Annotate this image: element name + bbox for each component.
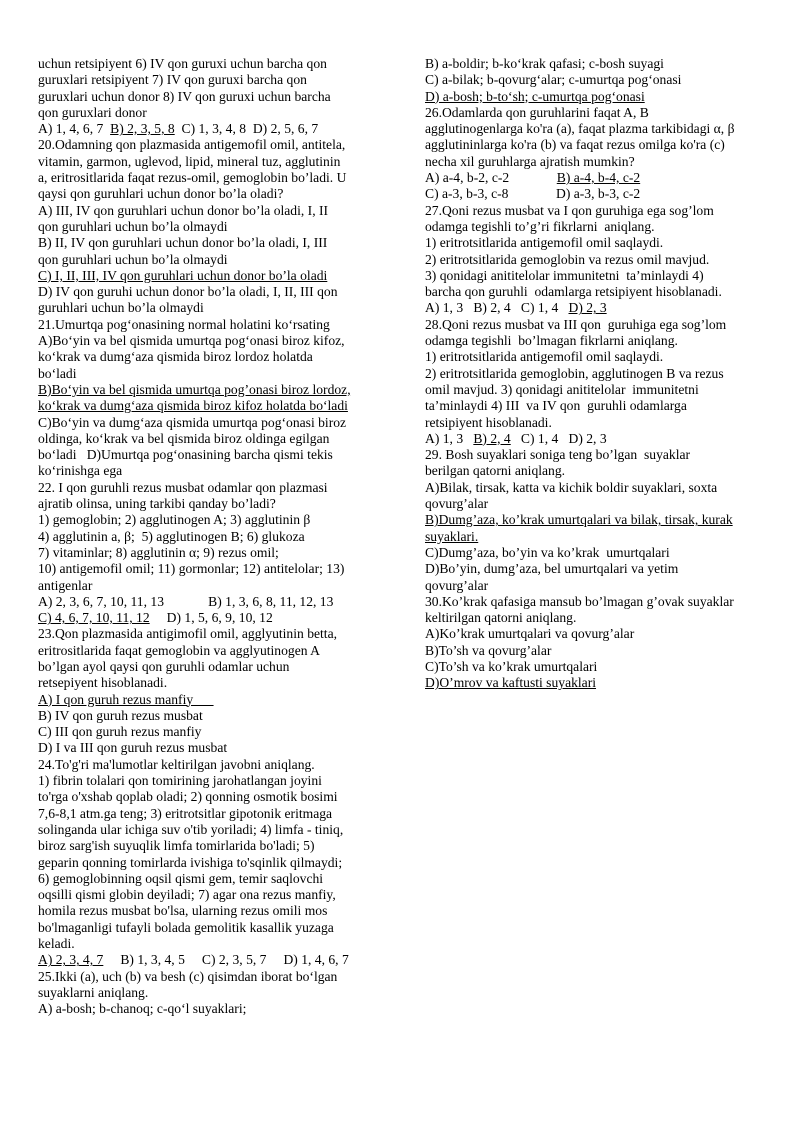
text-run: agglutininlarga ko'ra (b) va faqat rezus omilga ko'ra (c) [425, 137, 725, 153]
text-run: 26.Odamlarda qon guruhlarini faqat A, B [425, 104, 649, 120]
text-run: 2) eritrotsitlarida gemoglobin, agglutinogen B va rezus [425, 365, 724, 381]
correct-answer: C) 4, 6, 7, 10, 11, 12 [38, 610, 150, 626]
text-run: 29. Bosh suyaklari soniga teng bo’lgan suyaklar [425, 447, 691, 463]
text-run: to'rga o'xshab qoplab oladi; 2) qonning osmotik bosimi [38, 789, 338, 805]
text-run: 1) fibrin tolalari qon tomirining jarohatlangan joyini [38, 773, 322, 789]
correct-answer: ko‘krak va dumg‘aza qismida biroz kifoz holatda bo‘ladi [38, 398, 348, 414]
text-run: C) 1, 3, 4, 8 D) 2, 5, 6, 7 [174, 121, 319, 137]
text-line [425, 512, 765, 528]
correct-answer: D) 2, 3 [568, 300, 607, 316]
text-line [425, 610, 765, 626]
text-run: C)Dumg’aza, bo’yin va ko’krak umurtqalari [425, 544, 670, 560]
text-line [425, 398, 765, 414]
correct-answer: C) I, II, III, IV qon guruhlari uchun donor bo’la oladi [38, 267, 328, 283]
text-line [38, 822, 388, 838]
text-run: suyaklarni aniqlang. [38, 984, 149, 1000]
text-line [425, 382, 765, 398]
text-line [425, 170, 765, 186]
text-run: C)Bo‘yin va dumg‘aza qismida umurtqa pog‘onasi biroz [38, 414, 347, 430]
text-line [425, 496, 765, 512]
text-line [425, 105, 765, 121]
text-run: biroz sarg'ish suyuqlik limfa tomirlarida bo'ladi; 5) [38, 838, 315, 854]
text-line [38, 838, 388, 854]
correct-answer: B) 2, 3, 5, 8 [110, 121, 175, 137]
text-line [425, 72, 765, 88]
text-line [425, 186, 765, 202]
text-line [425, 284, 765, 300]
text-line [425, 463, 765, 479]
text-line [425, 431, 765, 447]
text-line [38, 529, 388, 545]
correct-answer: A) 2, 3, 4, 7 [38, 952, 104, 968]
text-line [38, 887, 388, 903]
text-run: guruhlari uchun bo’la olmaydi [38, 300, 204, 316]
text-run: bo'lmaganligi tufayli bolada gemolitik kasallik yuzaga [38, 919, 334, 935]
text-run: oldinga, ko‘krak va bel qismida biroz oldinga egilgan [38, 430, 330, 446]
text-run: 24.To'g'ri ma'lumotlar keltirilgan javobni aniqlang. [38, 756, 315, 772]
text-run: 2) eritrotsitlarida gemoglobin va rezus omil mavjud. [425, 251, 710, 267]
text-run: C) a-3, b-3, c-8 D) a-3, b-3, c-2 [425, 186, 641, 202]
text-line [38, 203, 388, 219]
text-line [38, 740, 388, 756]
text-line [38, 317, 388, 333]
text-line [38, 463, 388, 479]
text-line [425, 219, 765, 235]
text-line [38, 300, 388, 316]
text-line [38, 659, 388, 675]
text-run: omil mavjud. 3) qonidagi anititelolar immunitetni [425, 381, 699, 397]
text-run: guruxlari uchun donor 8) IV qon guruxi uchun barcha [38, 88, 331, 104]
text-run: A) a-bosh; b-chanoq; c-qo‘l suyaklari; [38, 1001, 247, 1017]
text-line [425, 121, 765, 137]
text-line [425, 89, 765, 105]
text-run: A) 1, 4, 6, 7 [38, 121, 111, 137]
text-line [38, 806, 388, 822]
text-run: D) IV qon guruhi uchun donor bo’la oladi, I, II, III qon [38, 284, 338, 300]
text-line [38, 284, 388, 300]
text-line [38, 936, 388, 952]
text-line [425, 366, 765, 382]
text-run: solinganda ular ichiga suv o'tib yoriladi; 4) limfa - tiniq, [38, 821, 344, 837]
text-line [425, 349, 765, 365]
text-line [38, 952, 388, 968]
text-run: eritrositlarida faqat gemoglobin va agglyutinogen A [38, 642, 320, 658]
text-run: retsipiyent hisoblanadi. [425, 414, 552, 430]
text-run: 1) eritrotsitlarida antigemofil omil saqlaydi. [425, 349, 664, 365]
text-line [425, 545, 765, 561]
text-line [38, 447, 388, 463]
text-line [425, 203, 765, 219]
text-run: 20.Odamning qon plazmasida antigemofil omil, antitela, [38, 137, 346, 153]
text-run: 27.Qoni rezus musbat va I qon guruhiga ega sog’lom [425, 202, 714, 218]
text-run: odamga tegishli bo’lmagan fikrlarni aniqlang. [425, 333, 678, 349]
text-run: qon guruhlari uchun bo’la olmaydi [38, 218, 228, 234]
text-run: a, eritrositlarida faqat rezus-omil, gemoglobin bo’ladi. U [38, 170, 347, 186]
text-line [38, 855, 388, 871]
text-run: 7,6-8,1 atm.ga teng; 3) eritrotsitlar gipotonik eritmaga [38, 805, 333, 821]
text-run: C) III qon guruh rezus manfiy [38, 724, 202, 740]
text-run: A) a-4, b-2, c-2 [425, 170, 557, 186]
text-run: 28.Qoni rezus musbat va III qon guruhiga ega sog’lom [425, 316, 727, 332]
text-run: A)Ko’krak umurtqalari va qovurg’alar [425, 626, 635, 642]
text-line [38, 692, 388, 708]
text-line [425, 137, 765, 153]
text-run: guruxlari retsipiyent 7) IV qon guruxi barcha qon [38, 72, 307, 88]
text-run: C)To’sh va ko’krak umurtqalari [425, 658, 598, 674]
text-line [38, 349, 388, 365]
text-run: D)Bo’yin, dumg’aza, bel umurtqalari va yetim [425, 561, 679, 577]
text-line [38, 789, 388, 805]
text-line [38, 496, 388, 512]
text-line [38, 480, 388, 496]
correct-answer: B) a-4, b-4, c-2 [556, 170, 641, 186]
correct-answer: B)Bo‘yin va bel qismida umurtqa pog’onasi biroz lordoz, [38, 381, 351, 397]
correct-answer: D)O’mrov va kaftusti suyaklari [425, 675, 597, 691]
text-run: barcha qon guruhli odamlarga retsipiyent hisoblanadi. [425, 284, 722, 300]
text-line [38, 137, 388, 153]
text-run: ajratib olinsa, uning tarkibi qanday bo’ladi? [38, 496, 276, 512]
text-run: 3) qonidagi anititelolar immunitetni ta’minlaydi 4) [425, 267, 704, 283]
correct-answer: B) 2, 4 [473, 430, 511, 446]
text-line [425, 154, 765, 170]
text-line [425, 480, 765, 496]
text-run: 21.Umurtqa pog‘onasining normal holatini ko‘rsating [38, 316, 330, 332]
text-line [38, 1001, 388, 1017]
text-run: C) 1, 4 D) 2, 3 [510, 430, 607, 446]
text-line [425, 643, 765, 659]
text-run: antigenlar [38, 577, 93, 593]
text-line [425, 594, 765, 610]
right-column [425, 56, 765, 692]
text-line [425, 675, 765, 691]
text-line [38, 235, 388, 251]
text-line [38, 398, 388, 414]
text-line [425, 415, 765, 431]
text-line [38, 382, 388, 398]
text-run: retsepiyent hisoblanadi. [38, 675, 168, 691]
text-run: B) IV qon guruh rezus musbat [38, 707, 203, 723]
text-line [38, 675, 388, 691]
text-line [38, 170, 388, 186]
text-line [425, 529, 765, 545]
text-line [38, 610, 388, 626]
text-line [38, 578, 388, 594]
correct-answer: A) I qon guruh rezus manfiy [38, 691, 214, 707]
text-run: 1) eritrotsitlarida antigemofil omil saqlaydi. [425, 235, 664, 251]
text-run: 30.Ko’krak qafasiga mansub bo’lmagan g’ovak suyaklar [425, 593, 734, 609]
text-run: keladi. [38, 936, 75, 952]
text-line [38, 252, 388, 268]
text-line [425, 317, 765, 333]
text-run: qon guruhlari uchun bo’la olmaydi [38, 251, 228, 267]
text-run: keltirilgan qatorni aniqlang. [425, 610, 577, 626]
text-line [38, 219, 388, 235]
text-run: 4) agglutinin a, β; 5) agglutinogen B; 6) glukoza [38, 528, 305, 544]
text-run: B) II, IV qon guruhlari uchun donor bo’la oladi, I, III [38, 235, 328, 251]
text-line [38, 561, 388, 577]
text-run: necha xil guruhlarga ajratish mumkin? [425, 153, 635, 169]
text-run: geparin qonning tomirlarda ivishiga to'sqinlik qilmaydi; [38, 854, 343, 870]
text-line [38, 186, 388, 202]
text-run: homila rezus musbat bo'lsa, ularning rezus omili mos [38, 903, 328, 919]
text-run: 22. I qon guruhli rezus musbat odamlar qon plazmasi [38, 479, 328, 495]
text-line [38, 89, 388, 105]
text-line [38, 985, 388, 1001]
correct-answer: B)Dumg’aza, ko’krak umurtqalari va bilak, tirsak, kurak [425, 512, 733, 528]
text-run: bo’lgan ayol qaysi qon guruhli odamlar uchun [38, 658, 290, 674]
text-run: uchun retsipiyent 6) IV qon guruxi uchun barcha qon [38, 56, 327, 71]
text-line [425, 268, 765, 284]
text-line [38, 121, 388, 137]
text-run: 7) vitaminlar; 8) agglutinin α; 9) rezus omil; [38, 544, 279, 560]
text-line [38, 366, 388, 382]
text-line [38, 773, 388, 789]
text-run: ko‘krak va dumg‘aza qismida biroz lordoz holatda [38, 349, 313, 365]
text-run: ko‘rinishga ega [38, 463, 123, 479]
text-run: 6) gemoglobinning oqsil qismi gem, temir saqlovchi [38, 870, 324, 886]
text-line [38, 333, 388, 349]
text-run: A) III, IV qon guruhlari uchun donor bo’la oladi, I, II [38, 202, 329, 218]
text-line [38, 415, 388, 431]
text-run: qon guruxlari donor [38, 104, 147, 120]
text-line [38, 154, 388, 170]
text-run: 23.Qon plazmasida antigimofil omil, agglyutinin betta, [38, 626, 338, 642]
text-line [38, 708, 388, 724]
correct-answer: suyaklari. [425, 528, 479, 544]
text-line [38, 431, 388, 447]
text-run: B)To’sh va qovurg’alar [425, 642, 552, 658]
text-line [38, 871, 388, 887]
text-run: A)Bo‘yin va bel qismida umurtqa pog‘onasi biroz kifoz, [38, 333, 345, 349]
text-run: B) a-boldir; b-ko‘krak qafasi; c-bosh suyagi [425, 56, 664, 71]
text-run: qovurg’alar [425, 577, 489, 593]
text-line [425, 578, 765, 594]
text-line [38, 268, 388, 284]
text-line [38, 56, 388, 72]
text-run: qaysi qon guruhlari uchun donor bo’la oladi? [38, 186, 284, 202]
text-run: bo‘ladi D)Umurtqa pog‘onasining barcha qismi tekis [38, 447, 333, 463]
text-run: 1) gemoglobin; 2) agglutinogen A; 3) agglutinin β [38, 512, 311, 528]
text-line [38, 969, 388, 985]
text-line [425, 626, 765, 642]
text-run: agglutinogenlarga ko'ra (a), faqat plazma tarkibidagi α, β [425, 121, 735, 137]
text-line [425, 56, 765, 72]
text-line [425, 447, 765, 463]
text-run: vitamin, garmon, uglevod, lipid, mineral tuz, agglutinin [38, 153, 341, 169]
text-line [38, 724, 388, 740]
text-run: berilgan qatorni aniqlang. [425, 463, 566, 479]
correct-answer: D) a-bosh; b-to‘sh; c-umurtqa pog‘onasi [425, 88, 645, 104]
text-line [38, 903, 388, 919]
text-run: A)Bilak, tirsak, katta va kichik boldir suyaklari, soxta [425, 479, 718, 495]
text-line [425, 333, 765, 349]
text-line [38, 920, 388, 936]
text-run: A) 1, 3 [425, 430, 474, 446]
text-run: C) a-bilak; b-qovurg‘alar; c-umurtqa pog‘onasi [425, 72, 682, 88]
text-line [425, 659, 765, 675]
text-run: 25.Ikki (a), uch (b) va besh (c) qisimdan iborat bo‘lgan [38, 968, 338, 984]
text-run: ta’minlaydi 4) III va IV qon guruhli odamlarga [425, 398, 687, 414]
text-run: D) 1, 5, 6, 9, 10, 12 [149, 610, 273, 626]
text-line [425, 235, 765, 251]
text-run: 10) antigemofil omil; 11) gormonlar; 12) antitelolar; 13) [38, 561, 345, 577]
text-line [38, 594, 388, 610]
text-line [38, 757, 388, 773]
text-run: D) I va III qon guruh rezus musbat [38, 740, 228, 756]
text-line [38, 626, 388, 642]
text-run: B) 1, 3, 4, 5 C) 2, 3, 5, 7 D) 1, 4, 6, 7 [103, 952, 349, 968]
text-line [38, 512, 388, 528]
left-column [38, 56, 388, 1018]
text-run: A) 2, 3, 6, 7, 10, 11, 13 B) 1, 3, 6, 8, 11, 12, 13 [38, 593, 334, 609]
text-run: qovurg’alar [425, 496, 489, 512]
text-line [425, 252, 765, 268]
text-line [38, 72, 388, 88]
text-line [38, 545, 388, 561]
text-line [425, 561, 765, 577]
text-line [38, 643, 388, 659]
text-run: oqsilli qismi globin deyiladi; 7) agar ona rezus manfiy, [38, 887, 336, 903]
text-run: odamga tegishli to’g’ri fikrlarni aniqlang. [425, 218, 655, 234]
text-line [38, 105, 388, 121]
text-run: bo‘ladi [38, 365, 77, 381]
text-line [425, 300, 765, 316]
text-run: A) 1, 3 B) 2, 4 C) 1, 4 [425, 300, 569, 316]
